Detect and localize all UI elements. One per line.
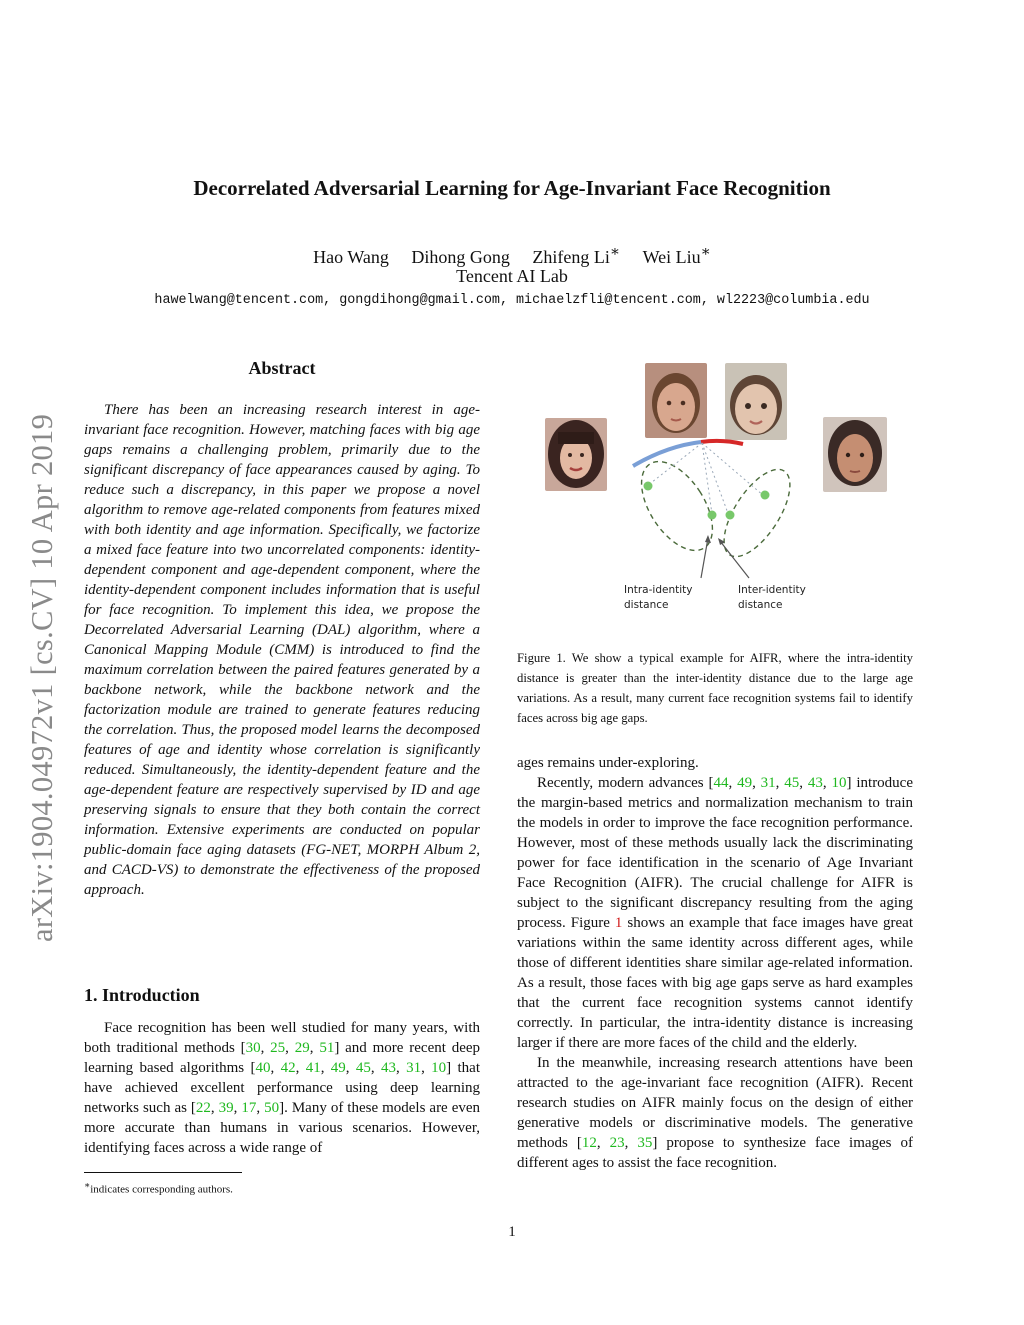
footnote: ∗indicates corresponding authors.: [84, 1180, 233, 1196]
citation-link[interactable]: 30: [245, 1040, 261, 1056]
abstract-text: There has been an increasing research interest in age-invariant face recognition. However, matching faces with big age gaps remains a challenging problem, primarily due to the significant discrepancy of face appearances caused by aging. To reduce such a discrepancy, in this paper we propose a novel algorithm to remove age-related components from features mixed with both identity and age information. Specifically, we factorize a mixed face feature into two uncorrelated components: identity-dependent component and age-dependent component, where the identity-dependent component includes information that is useful for face recognition. To implement this idea, we propose the Decorrelated Adversarial Learning (DAL) algorithm, where a Canonical Mapping Module (CMM) is introduced to find the maximum correlation between the paired features generated by a backbone network, while the backbone network and the factorization module are trained to generate features reducing the correlation. Thus, the proposed model learns the decomposed features of age and identity whose correlation is significantly reduced. Simultaneously, the identity-dependent feature and the age-dependent feature are respectively supervised by ID and age preserving signals to ensure that they both contain the correct information. Extensive experiments are conducted on popular public-domain face aging datasets (FG-NET, MORPH Album 2, and CACD-VS) to demonstrate the effectiveness of the proposed approach.: [84, 402, 480, 898]
inter-identity-arc: [701, 441, 743, 444]
paper-title: Decorrelated Adversarial Learning for Age-Invariant Face Recognition: [193, 176, 831, 200]
figure-1: [517, 358, 913, 638]
citation-link[interactable]: 31: [406, 1060, 422, 1076]
arrow-head-icon: [705, 535, 711, 543]
author-emails: hawelwang@tencent.com, gongdihong@gmail.com, michaelzfli@tencent.com, wl2223@columbia.edu: [154, 293, 870, 308]
citation-link[interactable]: 25: [270, 1040, 286, 1056]
intra-pointer: [701, 538, 708, 578]
paragraph: Recently, modern advances [44, 49, 31, 45, 43, 10] introduce the margin-based metrics and normalization mechanism to train the models in order to improve the face recognition performance. However, most of these methods usually lack the discriminating power for face identification in the scenario of Age Invariant Face Recognition (AIFR). The crucial challenge for AIFR is subject to the significant discrepancy resulting from the aging process. Figure 1 shows an example that face images have great variations within the same identity across different ages, while those of different identities share similar age-related information. As a result, those faces with big age gaps serve as hard examples that the current face recognition systems cannot identify correctly. In particular, the intra-identity distance is increasing larger if there are more faces of the child and the elderly.: [517, 775, 913, 1051]
identity-cluster-left: [627, 449, 727, 562]
citation-link[interactable]: 31: [760, 775, 776, 791]
citation-link[interactable]: 45: [355, 1060, 371, 1076]
citation-link[interactable]: 29: [294, 1040, 310, 1056]
introduction-heading: 1. Introduction: [84, 985, 200, 1005]
citation-link[interactable]: 43: [807, 775, 823, 791]
intra-identity-label: Intra-identity distance: [624, 584, 693, 611]
inter-pointer: [720, 541, 749, 578]
citation-link[interactable]: 39: [218, 1100, 234, 1116]
paragraph: In the meanwhile, increasing research attentions have been attracted to the age-invariant face recognition (AIFR). Recent research studies on AIFR mainly focus on the design of either generative models or discriminative models. The generative methods [12, 23, 35] propose to synthesize face images of different ages to assist the face recognition.: [517, 1055, 914, 1171]
citation-link[interactable]: 23: [609, 1135, 625, 1151]
citation-link[interactable]: 22: [195, 1100, 211, 1116]
footnote-divider: [84, 1172, 242, 1173]
author-name: Dihong Gong: [411, 247, 510, 267]
introduction-paragraph: Face recognition has been well studied for many years, with both traditional methods [30, 25, 29, 51] and more recent deep learning based algorithms [40, 42, 41, 49, 45, 43, 31, 10] that have achieved excellent performance using deep learning networks such as [22, 39, 17, 50]. Many of these models are even more accurate than humans in various scenarios. However, identifying faces across a wide range of: [84, 1020, 481, 1156]
figure-1-caption: Figure 1. We show a typical example for AIFR, where the intra-identity distance is greater than the inter-identity distance due to the large age variations. As a result, many current face recognition systems fail to identify faces across big age gaps.: [517, 651, 913, 725]
feature-ray: [702, 443, 712, 514]
citation-link[interactable]: 35: [637, 1135, 653, 1151]
citation-link[interactable]: 51: [319, 1040, 335, 1056]
feature-point: [726, 511, 735, 520]
citation-link[interactable]: 10: [431, 1060, 447, 1076]
author-name: Zhifeng Li∗: [532, 244, 621, 267]
citation-link[interactable]: 17: [241, 1100, 257, 1116]
author-name: Wei Liu∗: [642, 244, 711, 267]
abstract-heading: Abstract: [248, 358, 316, 378]
feature-point: [761, 491, 770, 500]
citation-link[interactable]: 40: [255, 1060, 271, 1076]
distance-diagram: [517, 358, 913, 638]
page-number: 1: [508, 1224, 516, 1240]
feature-ray: [702, 443, 764, 496]
arxiv-stamp: arXiv:1904.04972v1 [cs.CV] 10 Apr 2019: [25, 413, 59, 942]
citation-link[interactable]: 41: [305, 1060, 321, 1076]
citation-link[interactable]: 44: [713, 775, 729, 791]
figure-reference-link[interactable]: 1: [614, 915, 623, 931]
citation-link[interactable]: 49: [737, 775, 753, 791]
affiliation: Tencent AI Lab: [456, 266, 568, 286]
feature-ray: [702, 443, 729, 516]
feature-point: [708, 511, 717, 520]
citation-link[interactable]: 50: [264, 1100, 280, 1116]
feature-point: [644, 482, 653, 491]
inter-identity-label: Inter-identity distance: [738, 584, 806, 611]
citation-link[interactable]: 45: [784, 775, 800, 791]
introduction-continued: [517, 753, 913, 1173]
author-name: Hao Wang: [313, 247, 389, 267]
identity-cluster-right: [711, 459, 802, 567]
citation-link[interactable]: 42: [280, 1060, 296, 1076]
paragraph: ages remains under-exploring.: [517, 755, 699, 771]
citation-link[interactable]: 10: [831, 775, 847, 791]
citation-link[interactable]: 49: [330, 1060, 346, 1076]
citation-link[interactable]: 12: [581, 1135, 597, 1151]
citation-link[interactable]: 43: [380, 1060, 396, 1076]
